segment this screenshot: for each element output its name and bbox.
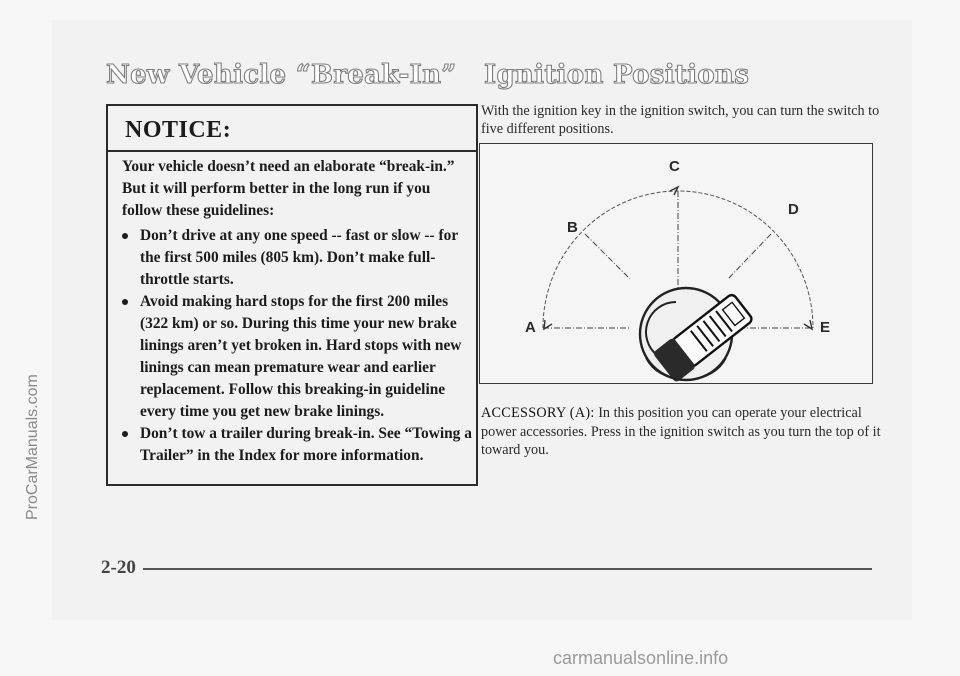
ignition-positions-heading: Ignition Positions	[484, 60, 750, 90]
footer-rule	[143, 568, 872, 570]
position-d-line	[728, 234, 771, 279]
label-e: E	[820, 319, 831, 336]
guideline-item	[122, 423, 472, 467]
guideline-text: Don’t tow a trailer during break-in. See “Towing a Trailer” in the Index for more information.	[140, 425, 472, 464]
ignition-switch-drawing	[480, 144, 874, 385]
ignition-diagram	[479, 143, 873, 384]
bullet-icon	[122, 299, 128, 305]
label-a: A	[525, 319, 536, 336]
accessory-paragraph	[481, 404, 881, 460]
label-d: D	[788, 201, 799, 218]
guideline-item	[122, 291, 472, 423]
bottom-watermark: carmanualsonline.info	[553, 648, 729, 668]
accessory-description: In this position you can operate your electrical power accessories. Press in the ignition switch as you turn the top of it toward you.	[481, 405, 881, 458]
page-number: 2-20	[101, 557, 136, 578]
accessory-term: ACCESSORY (A):	[481, 405, 595, 421]
bullet-icon	[122, 233, 128, 239]
guideline-item	[122, 225, 472, 291]
notice-body	[122, 156, 472, 467]
notice-intro: Your vehicle doesn’t need an elaborate “break-in.” But it will perform better in the long run if you follow these guidelines:	[122, 158, 455, 219]
side-watermark: ProCarManuals.com	[24, 374, 41, 520]
guideline-list	[122, 225, 472, 467]
position-b-line	[585, 234, 630, 279]
label-c: C	[669, 158, 680, 175]
notice-title: NOTICE:	[125, 117, 232, 143]
guideline-text: Don’t drive at any one speed -- fast or slow -- for the first 500 miles (805 km). Don’t make full-throttle starts.	[140, 227, 458, 288]
bullet-icon	[122, 431, 128, 437]
guideline-text: Avoid making hard stops for the first 200 miles (322 km) or so. During this time your new brake linings aren’t yet broken in. Hard stops with new linings can mean premature wear and earlier replacement. Follow this breaking-in guideline every time you get new brake linings.	[140, 293, 462, 420]
ignition-intro: With the ignition key in the ignition switch, you can turn the switch to five different positions.	[481, 103, 880, 137]
notice-title-bar	[108, 106, 476, 152]
label-b: B	[567, 219, 578, 236]
notice-box	[106, 104, 478, 486]
break-in-heading: New Vehicle “Break-In”	[106, 60, 457, 90]
